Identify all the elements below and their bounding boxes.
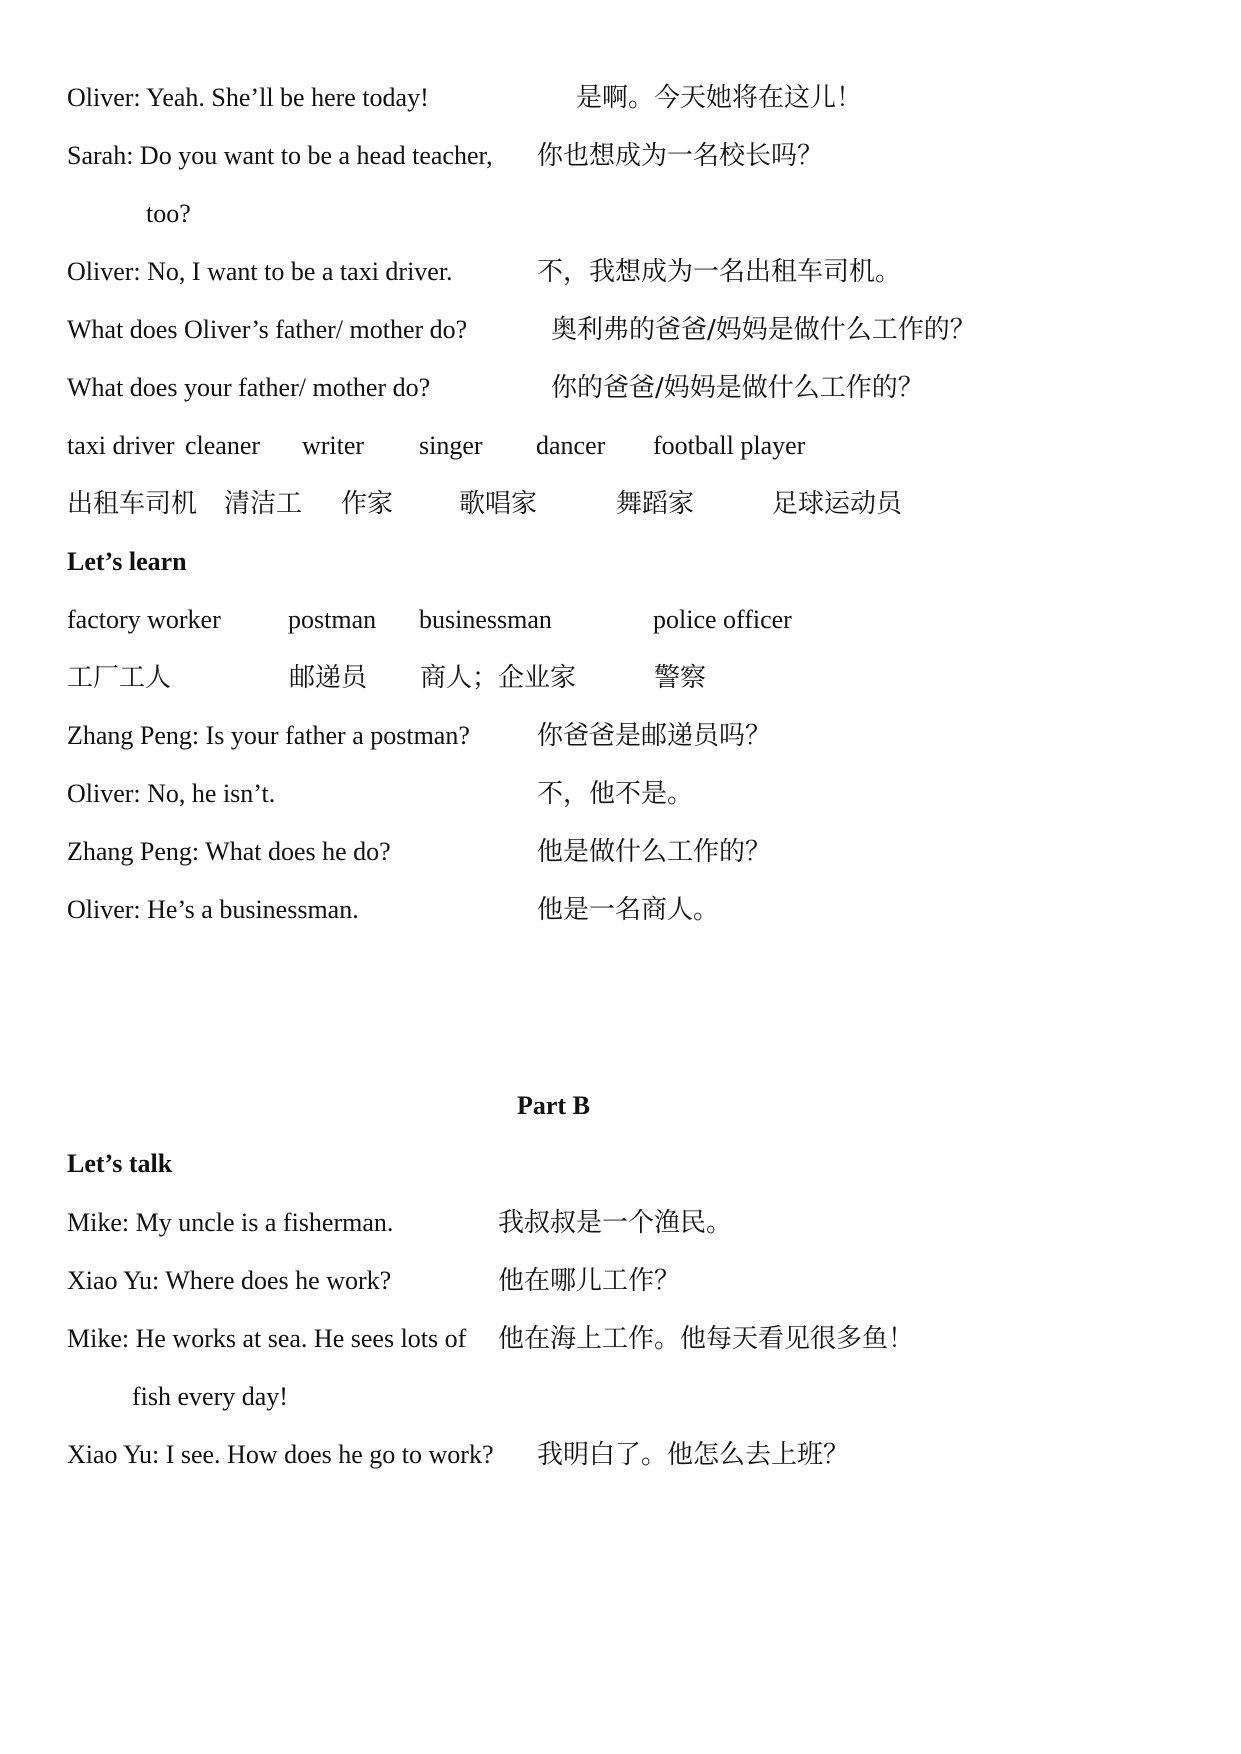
question-line-en: What does Oliver’s father/ mother do?	[67, 315, 468, 344]
section-heading: Let’s talk	[67, 1149, 173, 1178]
vocab-word-zh: 出租车司机	[67, 489, 198, 519]
vocab-word-en: taxi driver	[67, 431, 175, 460]
dialogue-line-zh: 他在海上工作。他每天看见很多鱼！	[498, 1324, 915, 1354]
part-title: Part B	[517, 1091, 590, 1120]
vocab-word-zh: 舞蹈家	[616, 489, 695, 519]
vocab-word-en: football player	[653, 431, 806, 460]
dialogue-line-en: Oliver: No, he isn’t.	[67, 779, 276, 808]
dialogue-line-zh: 我明白了。他怎么去上班？	[537, 1440, 850, 1470]
vocab-word-en: cleaner	[185, 431, 261, 460]
vocab-word-en: businessman	[419, 605, 552, 634]
vocab-word-zh: 警察	[654, 663, 707, 693]
dialogue-line-en: Oliver: Yeah. She’ll be here today!	[67, 83, 429, 112]
vocab-word-zh: 作家	[341, 489, 394, 519]
dialogue-line-zh: 不，他不是。	[537, 779, 694, 809]
vocab-word-zh: 商人；企业家	[420, 663, 577, 693]
dialogue-line-zh: 不，我想成为一名出租车司机。	[537, 257, 902, 287]
dialogue-line-en: Xiao Yu: I see. How does he go to work?	[67, 1440, 494, 1469]
vocab-word-zh: 邮递员	[289, 663, 368, 693]
vocab-word-en: singer	[419, 431, 483, 460]
vocab-word-en: dancer	[536, 431, 606, 460]
dialogue-line-en: Oliver: No, I want to be a taxi driver.	[67, 257, 453, 286]
dialogue-line-zh: 他在哪儿工作？	[498, 1266, 681, 1296]
dialogue-line-zh: 你也想成为一名校长吗？	[537, 141, 824, 171]
question-line-zh: 你的爸爸/妈妈是做什么工作的？	[551, 373, 924, 403]
dialogue-line-en: Xiao Yu: Where does he work?	[67, 1266, 392, 1295]
dialogue-line-zh: 他是一名商人。	[537, 895, 720, 925]
dialogue-line-zh: 你爸爸是邮递员吗？	[537, 721, 772, 751]
dialogue-line-continuation: fish every day!	[132, 1382, 288, 1411]
dialogue-line-en: Mike: My uncle is a fisherman.	[67, 1208, 394, 1237]
vocab-word-en: police officer	[653, 605, 792, 634]
vocab-word-zh: 歌唱家	[459, 489, 538, 519]
dialogue-line-en: Zhang Peng: Is your father a postman?	[67, 721, 470, 750]
dialogue-line-zh: 是啊。今天她将在这儿！	[576, 83, 863, 113]
dialogue-line-zh: 我叔叔是一个渔民。	[498, 1208, 733, 1238]
dialogue-line-en: Mike: He works at sea. He sees lots of	[67, 1324, 467, 1353]
dialogue-line-continuation: too?	[146, 199, 191, 228]
vocab-word-en: writer	[302, 431, 365, 460]
section-heading: Let’s learn	[67, 547, 187, 576]
dialogue-line-zh: 他是做什么工作的？	[537, 837, 772, 867]
vocab-word-en: postman	[288, 605, 377, 634]
vocab-word-en: factory worker	[67, 605, 221, 634]
vocab-word-zh: 清洁工	[224, 489, 303, 519]
dialogue-line-en: Sarah: Do you want to be a head teacher,	[67, 141, 493, 170]
vocab-word-zh: 足球运动员	[772, 489, 903, 519]
vocab-word-zh: 工厂工人	[67, 663, 172, 693]
question-line-en: What does your father/ mother do?	[67, 373, 431, 402]
dialogue-line-en: Oliver: He’s a businessman.	[67, 895, 359, 924]
question-line-zh: 奥利弗的爸爸/妈妈是做什么工作的？	[551, 315, 976, 345]
dialogue-line-en: Zhang Peng: What does he do?	[67, 837, 391, 866]
